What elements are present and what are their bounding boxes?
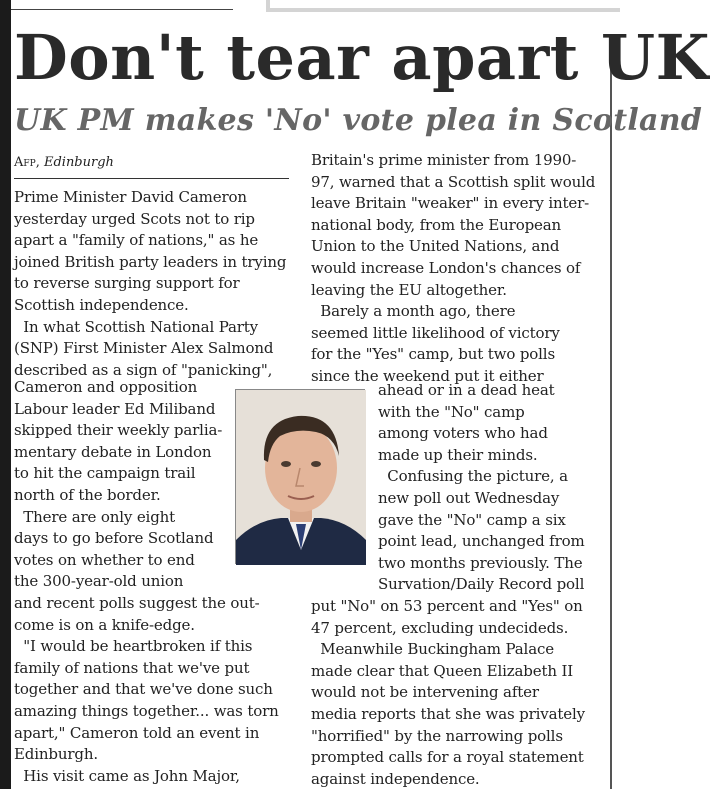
text-line: described as a sign of "panicking", [14, 360, 273, 379]
byline-agency: Afp, [14, 155, 40, 170]
text-line: (SNP) First Minister Alex Salmond [14, 339, 274, 358]
text-line: since the weekend put it either [311, 366, 544, 385]
byline [14, 155, 114, 170]
portrait-photo [235, 389, 365, 564]
text-line: apart a "family of nations," as he [14, 231, 259, 250]
text-line: "I would be heartbroken if this [14, 637, 253, 656]
text-line: "horrified" by the narrowing polls [311, 726, 563, 745]
adjacent-article-box [266, 0, 620, 12]
text-line: Confusing the picture, a [378, 467, 568, 486]
text-line: skipped their weekly parlia- [14, 421, 223, 440]
text-line: yesterday urged Scots not to rip [14, 209, 255, 228]
page-edge-bar [0, 0, 11, 789]
text-line: Prime Minister David Cameron [14, 188, 247, 206]
text-line: His visit came as John Major, [14, 766, 240, 785]
portrait-illustration [236, 390, 366, 565]
column-rule [610, 34, 612, 789]
left-column [14, 187, 290, 381]
text-line: Barely a month ago, there [311, 302, 516, 321]
text-line: against independence. [311, 769, 480, 788]
headline: Don't tear apart UK [14, 21, 710, 94]
text-line: votes on whether to end [14, 550, 195, 569]
text-line: Meanwhile Buckingham Palace [311, 640, 554, 659]
text-line: Scottish independence. [14, 295, 189, 314]
text-line: to hit the campaign trail [14, 464, 196, 483]
text-line: family of nations that we've put [14, 658, 250, 677]
text-line: together and that we've done such [14, 680, 273, 699]
text-line: leaving the EU altogether. [311, 280, 507, 299]
right-column [311, 150, 596, 388]
subheadline: UK PM makes 'No' vote plea in Scotland [14, 103, 703, 138]
text-line: would increase London's chances of [311, 258, 581, 277]
text-line: amazing things together... was torn [14, 701, 279, 720]
text-line: days to go before Scotland [14, 529, 214, 548]
text-line: to reverse surging support for [14, 274, 240, 293]
text-line: prompted calls for a royal statement [311, 748, 584, 767]
text-line: apart," Cameron told an event in [14, 723, 260, 742]
top-rule [11, 0, 233, 10]
text-line: seemed little likelihood of victory [311, 323, 560, 342]
text-line: Labour leader Ed Miliband [14, 399, 216, 418]
text-line: north of the border. [14, 485, 161, 504]
text-line: among voters who had [378, 424, 548, 443]
byline-location: Edinburgh [43, 155, 114, 170]
text-line: Britain's prime minister from 1990- [311, 151, 577, 169]
text-line: two months previously. The [378, 553, 583, 572]
text-line: leave Britain "weaker" in every inter- [311, 194, 590, 213]
byline-rule [14, 178, 289, 179]
text-line: the 300-year-old union [14, 572, 184, 591]
text-line: joined British party leaders in trying [14, 252, 287, 271]
text-line: Survation/Daily Record poll [378, 575, 585, 594]
text-line: and recent polls suggest the out- [14, 593, 260, 612]
right-wrap-column [378, 380, 585, 596]
text-line: put "No" on 53 percent and "Yes" on [311, 597, 583, 615]
text-line: Cameron and opposition [14, 378, 198, 396]
text-line: new poll out Wednesday [378, 488, 560, 507]
text-line: Edinburgh. [14, 745, 98, 764]
text-line: made up their minds. [378, 445, 538, 464]
text-line: There are only eight [14, 507, 176, 526]
text-line: come is on a knife-edge. [14, 615, 195, 634]
text-line: gave the "No" camp a six [378, 510, 566, 529]
text-line: 97, warned that a Scottish split would [311, 172, 596, 191]
text-line: made clear that Queen Elizabeth II [311, 661, 574, 680]
text-line: with the "No" camp [378, 402, 525, 421]
text-line: for the "Yes" camp, but two polls [311, 345, 556, 364]
text-line: 47 percent, excluding undecideds. [311, 618, 569, 637]
text-line: point lead, unchanged from [378, 532, 585, 551]
right-tail-column [311, 596, 585, 790]
text-line: media reports that she was privately [311, 704, 585, 723]
text-line: national body, from the European [311, 215, 562, 234]
text-line: would not be intervening after [311, 683, 539, 702]
text-line: mentary debate in London [14, 442, 212, 461]
text-line: Union to the United Nations, and [311, 237, 560, 256]
text-line: In what Scottish National Party [14, 317, 258, 336]
text-line: ahead or in a dead heat [378, 381, 555, 399]
